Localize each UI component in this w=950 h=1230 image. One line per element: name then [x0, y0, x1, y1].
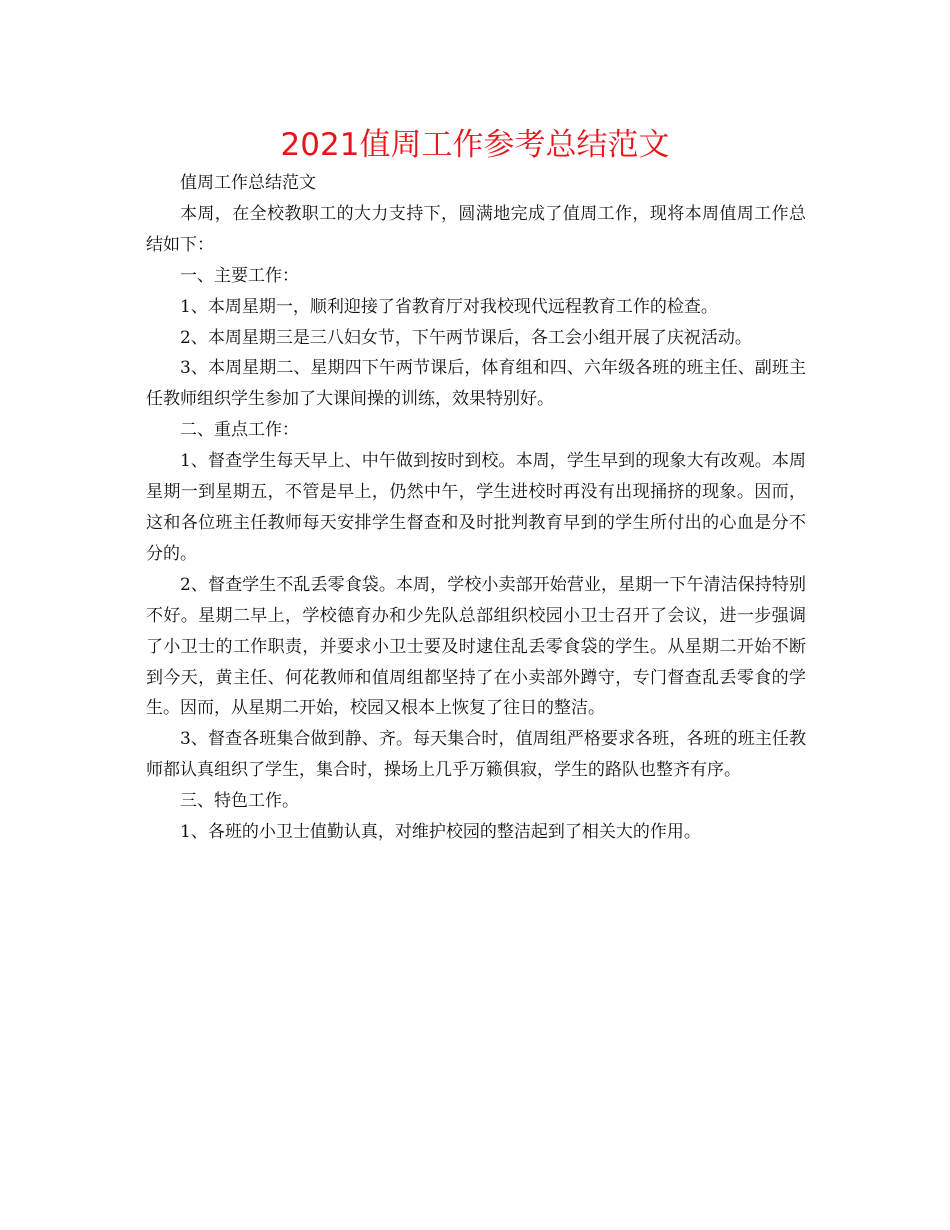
paragraph-key-work-1: 1、督查学生每天早上、中午做到按时到校。本周，学生早到的现象大有改观。本周星期一到星期五，不管是早上，仍然中午，学生进校时再没有出现捅挤的现象。因而，这和各位班主任教师每天安排学生督查和及时批判教育早到的学生所付出的心血是分不分的。 — [146, 451, 806, 564]
section-heading-key-work: 二、重点工作： — [180, 420, 299, 441]
paragraph-key-work-2: 2、督查学生不乱丢零食袋。本周，学校小卖部开始营业，星期一下午清洁保持特别不好。星期二早上，学校德育办和少先队总部组织校园小卫士召开了会议，进一步强调了小卫士的工作职责，并要求小卫士要及时逮住乱丢零食袋的学生。从星期二开始不断到今天，黄主任、何花教师和值周组都坚持了在小卖部外蹲守，专门督查乱丢零食的学生。因而，从星期二开始，校园又根本上恢复了往日的整洁。 — [146, 574, 806, 719]
section-heading-main-work: 一、主要工作： — [180, 265, 299, 286]
document-title: 2021值周工作参考总结范文 — [280, 127, 670, 163]
paragraph-main-work-1: 1、本周星期一，顺利迎接了省教育厅对我校现代远程教育工作的检查。 — [180, 296, 718, 317]
paragraph-key-work-3: 3、督查各班集合做到静、齐。每天集合时，值周组严格要求各班，各班的班主任教师都认真组织了学生，集合时，操场上几乎万籁俱寂，学生的路队也整齐有序。 — [146, 729, 806, 781]
paragraph-main-work-3: 3、本周星期二、星期四下午两节课后，体育组和四、六年级各班的班主任、副班主任教师组织学生参加了大课间操的训练，效果特别好。 — [146, 358, 806, 410]
paragraph-intro: 本周，在全校教职工的大力支持下，圆满地完成了值周工作，现将本周值周工作总结如下： — [146, 203, 806, 255]
paragraph-subtitle: 值周工作总结范文 — [180, 173, 316, 193]
section-heading-special-work: 三、特色工作。 — [180, 791, 299, 812]
paragraph-special-work-1: 1、各班的小卫士值勤认真，对维护校园的整洁起到了相关大的作用。 — [180, 822, 701, 843]
document-body — [146, 168, 806, 848]
paragraph-main-work-2: 2、本周星期三是三八妇女节，下午两节课后，各工会小组开展了庆祝活动。 — [180, 327, 752, 348]
